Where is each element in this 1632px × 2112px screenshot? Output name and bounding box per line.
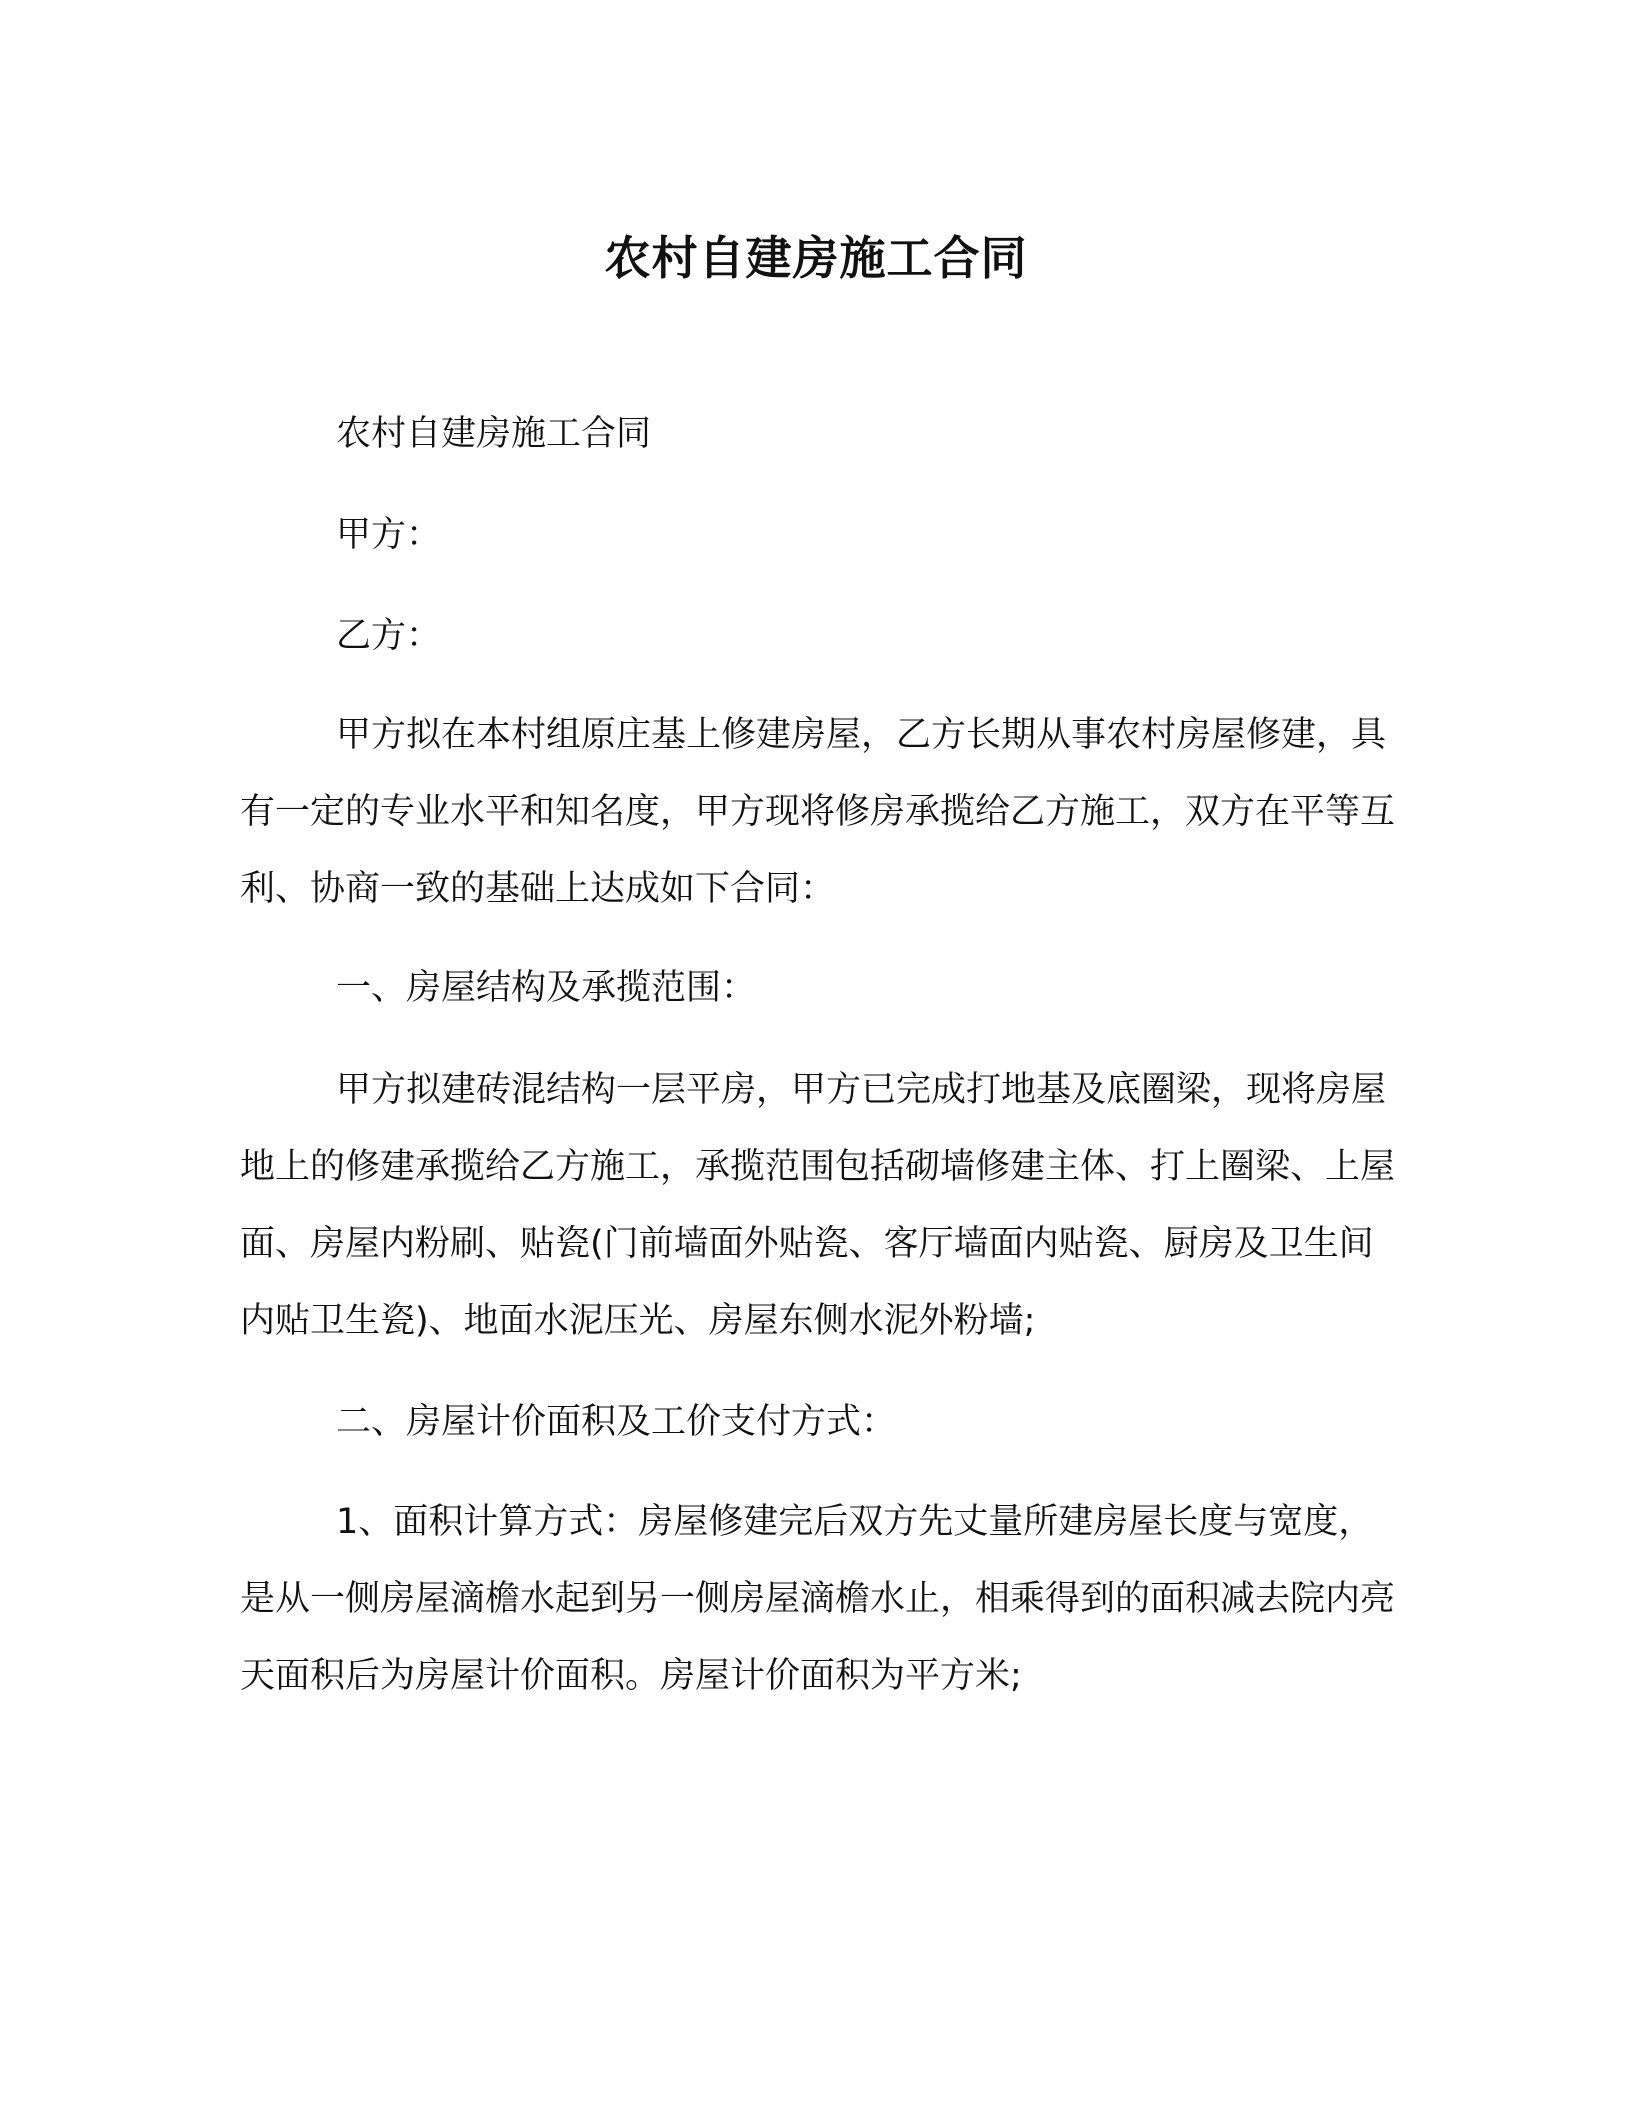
party-a-label: 甲方： [336,515,442,555]
contract-subtitle: 农村自建房施工合同 [336,414,652,454]
party-b-label: 乙方： [336,616,442,656]
section1-body: 甲方拟建砖混结构一层平房，甲方已完成打地基及底圈梁，现将房屋地上的修建承揽给乙方施工，承揽范围包括砌墙修建主体、打上圈梁、上屋面、房屋内粉刷、贴瓷(门前墙面外贴瓷、客厅墙面内贴瓷、厨房及卫生间内贴卫生瓷)、地面水泥压光、房屋东侧水泥外粉墙; [240,1070,1396,1341]
intro-paragraph: 甲方拟在本村组原庄基上修建房屋，乙方长期从事农村房屋修建，具有一定的专业水平和知名度，甲方现将修房承揽给乙方施工，双方在平等互利、协商一致的基础上达成如下合同： [240,715,1396,909]
section1-heading: 一、房屋结构及承揽范围： [336,968,757,1008]
document-title: 农村自建房施工合同 [604,231,1028,285]
section2-heading: 二、房屋计价面积及工价支付方式： [336,1402,897,1442]
section2-item1: 1、面积计算方式：房屋修建完后双方先丈量所建房屋长度与宽度，是从一侧房屋滴檐水起到另一侧房屋滴檐水止，相乘得到的面积减去院内亮天面积后为房屋计价面积。房屋计价面积为平方米; [240,1502,1396,1696]
